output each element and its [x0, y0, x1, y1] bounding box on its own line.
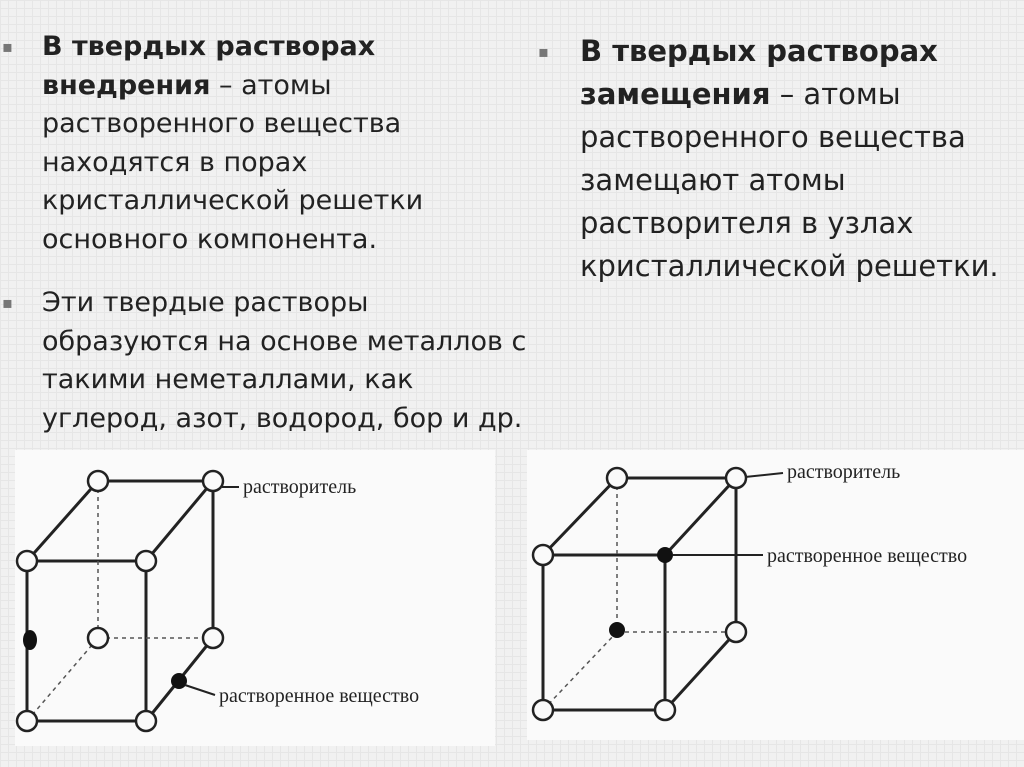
solvent-leader-line — [745, 473, 783, 477]
solvent-atom — [88, 471, 108, 491]
bullet-interstitial-text — [2, 28, 502, 259]
examples-text: Эти твердые растворы образуются на основе металлов с такими неметаллами, как углерод, азот, водород, бор и др. — [42, 287, 527, 434]
solvent-atoms — [533, 468, 746, 720]
bullet-substitutional — [538, 30, 1008, 288]
solvent-atom — [203, 471, 223, 491]
interstitial-lattice-diagram — [15, 450, 495, 746]
solvent-atom — [726, 622, 746, 642]
bullet-marker: ▪ — [2, 293, 13, 312]
bullet-substitutional-text — [538, 30, 1008, 288]
solute-label: растворенное вещество — [767, 545, 968, 567]
solvent-atom — [726, 468, 746, 488]
cube-edges — [543, 478, 736, 710]
substitutional-lattice-diagram — [527, 450, 1024, 740]
solute-atom — [609, 622, 625, 638]
solvent-atom — [17, 711, 37, 731]
solvent-atom — [607, 468, 627, 488]
solvent-label: растворитель — [243, 476, 357, 498]
solvent-atom — [17, 551, 37, 571]
bullet-interstitial — [2, 28, 502, 259]
solvent-atom — [533, 545, 553, 565]
solute-atom — [23, 630, 37, 650]
solvent-atom — [655, 700, 675, 720]
solvent-atom — [136, 711, 156, 731]
interstitial-lattice-svg — [15, 450, 495, 746]
solvent-atom — [203, 628, 223, 648]
solute-atom — [171, 673, 187, 689]
definition-substitutional: – атомы растворенного вещества замещают атомы растворителя в узлах кристаллической решетки. — [580, 77, 999, 283]
solvent-atom — [88, 628, 108, 648]
solute-leader-line — [185, 685, 215, 695]
solvent-atoms — [17, 471, 223, 731]
term-substitutional: В твердых растворах замещения — [580, 34, 938, 111]
solute-atoms — [609, 547, 673, 638]
bullet-examples — [2, 284, 542, 438]
hidden-edges — [543, 478, 736, 710]
substitutional-lattice-svg — [527, 450, 1024, 740]
solute-atom — [657, 547, 673, 563]
solvent-atom — [533, 700, 553, 720]
bullet-marker: ▪ — [538, 42, 549, 61]
term-interstitial: В твердых растворах внедрения — [42, 31, 376, 101]
solvent-label: растворитель — [787, 461, 901, 483]
bullet-marker: ▪ — [2, 37, 13, 56]
definition-interstitial: – атомы растворенного вещества находятся в порах кристаллической решетки основного компонента. — [42, 69, 424, 255]
solute-label: растворенное вещество — [219, 685, 420, 707]
solvent-atom — [136, 551, 156, 571]
